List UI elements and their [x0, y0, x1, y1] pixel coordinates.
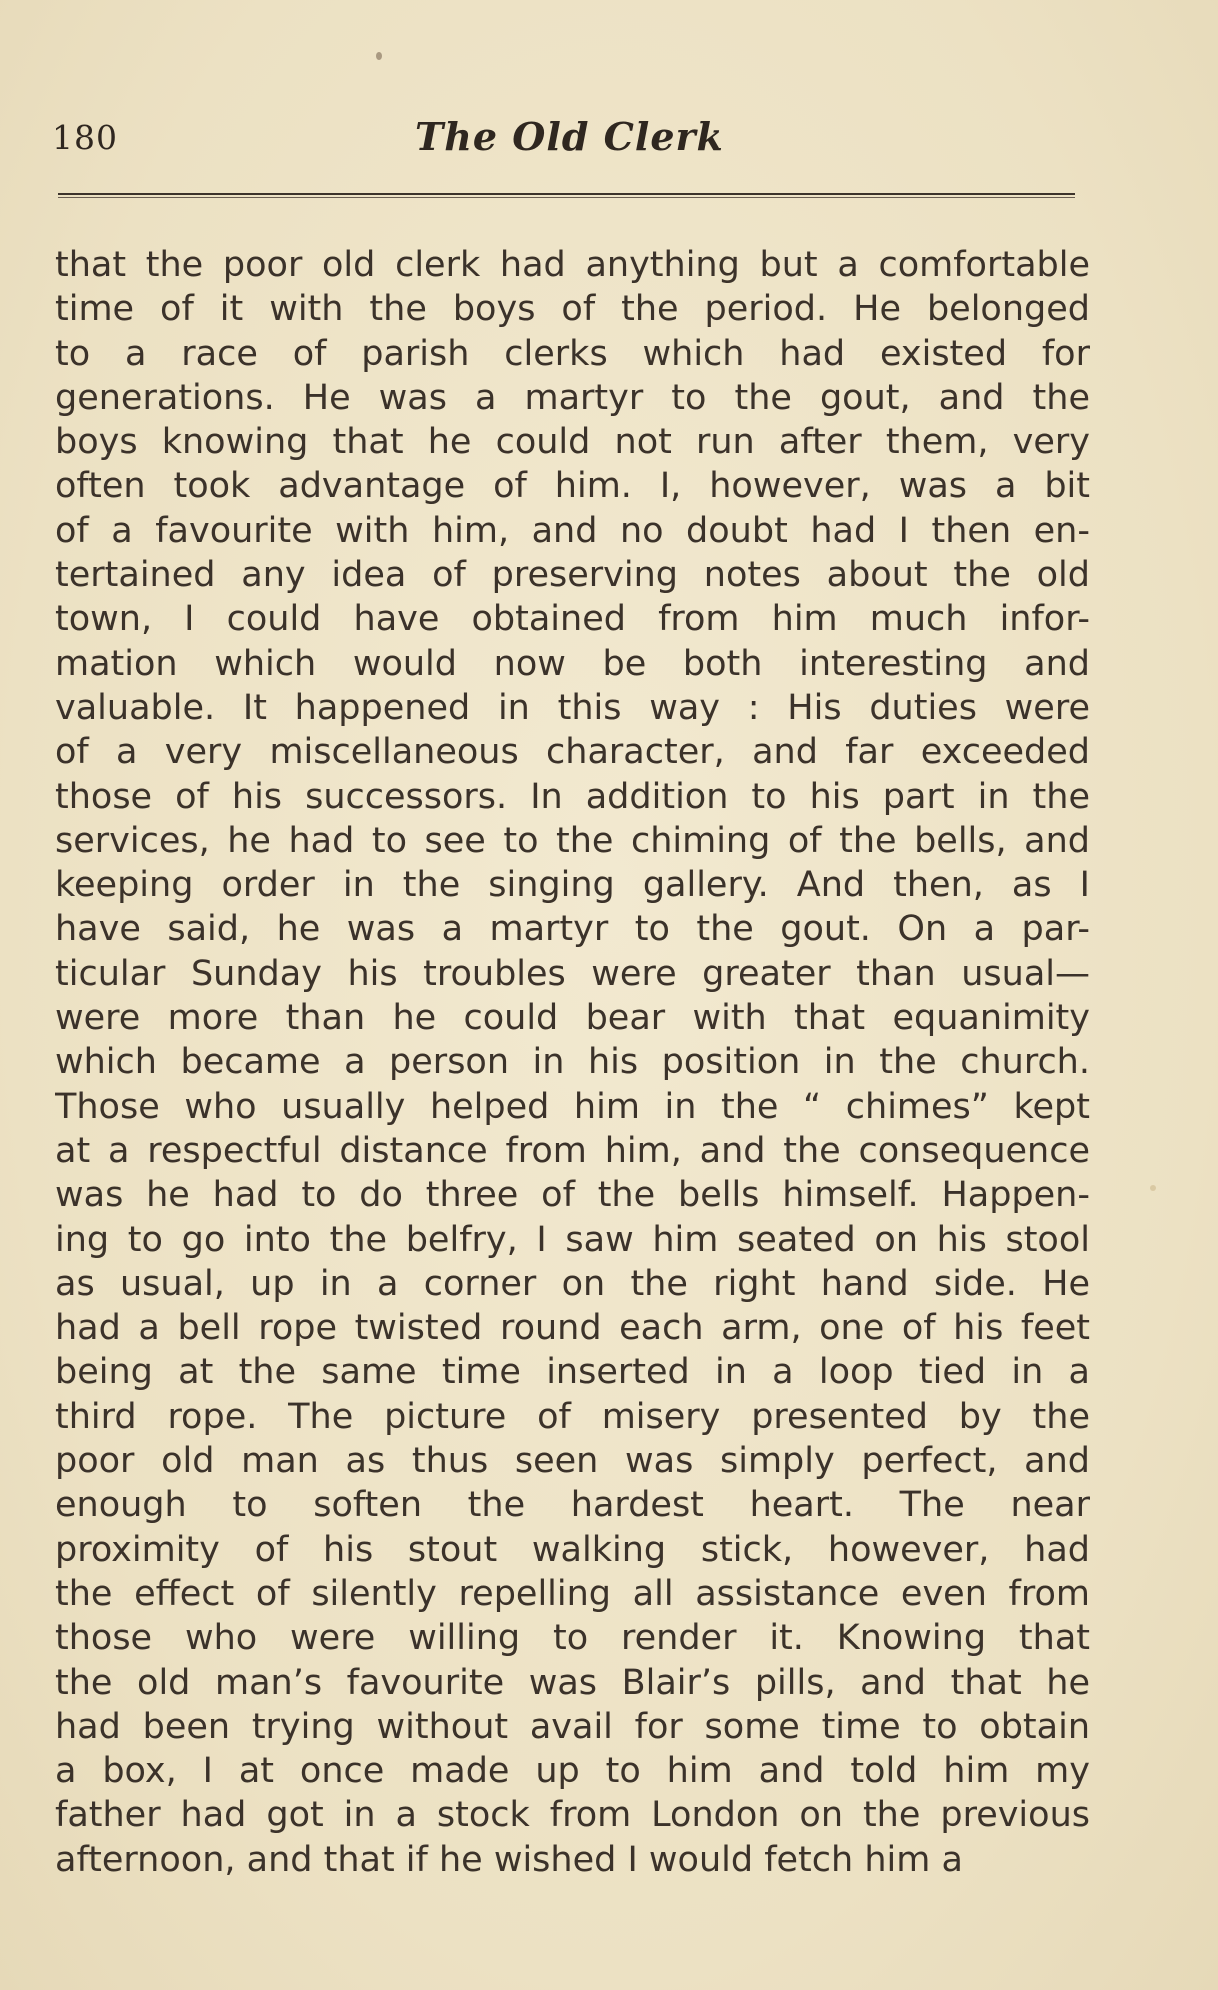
text-line: tertained any idea of preserving notes about the old [55, 555, 1090, 596]
paper-stain [1150, 1185, 1156, 1191]
text-line: services, he had to see to the chiming of the bells, and [55, 820, 1090, 861]
text-line: often took advantage of him. I, however, was a bit [55, 466, 1090, 507]
text-line: keeping order in the singing gallery. And then, as I [55, 865, 1090, 906]
text-line: were more than he could bear with that equanimity [55, 998, 1090, 1039]
text-line: time of it with the boys of the period. He belonged [55, 289, 1090, 330]
text-line: being at the same time inserted in a loop tied in a [55, 1352, 1090, 1393]
text-line: at a respectful distance from him, and the consequence [55, 1130, 1090, 1171]
text-line: afternoon, and that if he wished I would fetch him a [55, 1839, 963, 1880]
text-line: Those who usually helped him in the “ chimes” kept [55, 1086, 1090, 1127]
text-line: poor old man as thus seen was simply perfect, and [55, 1441, 1090, 1482]
text-line: town, I could have obtained from him much infor- [55, 599, 1090, 640]
text-line: which became a person in his position in the church. [55, 1042, 1090, 1083]
running-title: The Old Clerk [415, 114, 724, 159]
header-rule-secondary [58, 197, 1075, 198]
text-line: to a race of parish clerks which had existed for [55, 333, 1090, 374]
text-line: third rope. The picture of misery presented by the [55, 1396, 1090, 1437]
header-rule [58, 193, 1075, 195]
text-line: valuable. It happened in this way : His duties were [55, 687, 1090, 728]
text-line: the effect of silently repelling all assistance even from [55, 1573, 1090, 1614]
text-line: ticular Sunday his troubles were greater than usual— [55, 953, 1090, 994]
text-line: had a bell rope twisted round each arm, one of his feet [55, 1308, 1090, 1349]
text-line: proximity of his stout walking stick, however, had [55, 1529, 1090, 1570]
text-line: had been trying without avail for some time to obtain [55, 1706, 1090, 1747]
page-number: 180 [52, 118, 118, 157]
body-text [55, 243, 1090, 1882]
text-line: was he had to do three of the bells himself. Happen- [55, 1175, 1090, 1216]
text-line: that the poor old clerk had anything but a comfortable [55, 245, 1090, 285]
text-line: as usual, up in a corner on the right hand side. He [55, 1263, 1090, 1304]
text-line: father had got in a stock from London on the previous [55, 1795, 1090, 1836]
text-line: of a favourite with him, and no doubt had I then en- [55, 510, 1090, 551]
text-line: enough to soften the hardest heart. The near [55, 1485, 1090, 1526]
text-line: of a very miscellaneous character, and far exceeded [55, 732, 1090, 773]
text-line: mation which would now be both interesting and [55, 643, 1090, 684]
text-line: those of his successors. In addition to his part in the [55, 776, 1090, 817]
text-line: ing to go into the belfry, I saw him seated on his stool [55, 1219, 1090, 1260]
text-line: boys knowing that he could not run after them, very [55, 422, 1090, 463]
text-line: those who were willing to render it. Knowing that [55, 1618, 1090, 1659]
text-line: a box, I at once made up to him and told him my [55, 1751, 1090, 1792]
text-line: have said, he was a martyr to the gout. On a par- [55, 909, 1090, 950]
text-line: generations. He was a martyr to the gout, and the [55, 377, 1090, 418]
ink-speck [376, 52, 382, 60]
text-line: the old man’s favourite was Blair’s pills, and that he [55, 1662, 1090, 1703]
